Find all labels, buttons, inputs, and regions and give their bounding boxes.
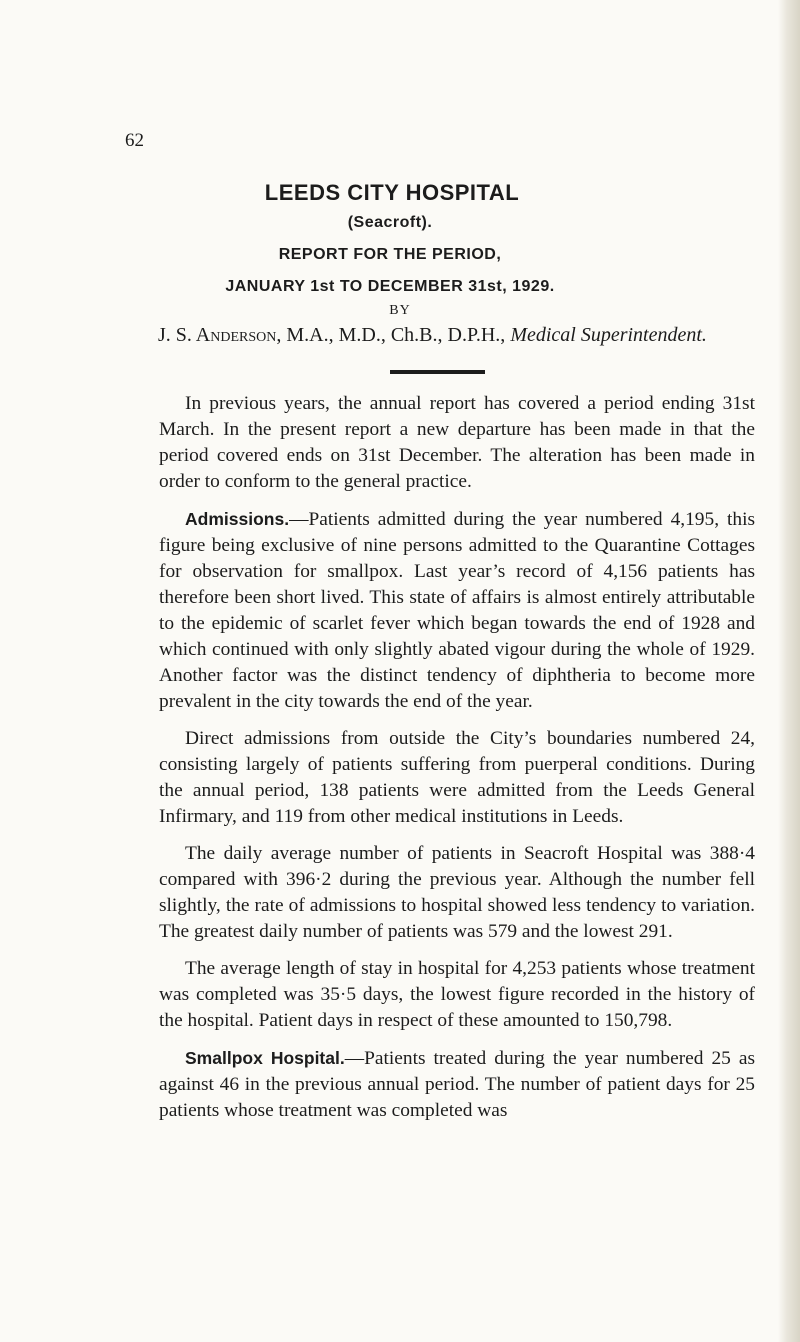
paragraph-text: The daily average number of patients in Seacroft Hospital was 388·4 compared with 396·2 during the previous year. Although the number fell slightly, the rate of admissions to hospital showed less tendency to variation. The greatest daily number of patients was 579 and the lowest 291. [159,843,755,942]
document-title: LEEDS CITY HOSPITAL [264,180,520,205]
paragraph-daily-average [159,841,755,945]
paragraph-lead: Smallpox Hospital. [185,1048,345,1068]
paragraph-admissions [159,506,755,715]
paragraph-lead: Admissions. [185,509,290,529]
paragraph-text: The average length of stay in hospital for 4,253 patients whose treatment was completed was 35·5 days, the lowest figure recorded in the history of the hospital. Patient days in respect of these amounted to 150,798. [159,958,755,1031]
report-date-range: JANUARY 1st TO DECEMBER 31st, 1929. [225,278,555,295]
paragraph-text: —Patients admitted during the year numbered 4,195, this figure being exclusive of nine persons admitted to the Quarantine Cottages for observation for smallpox. Last year’s record of 4,156 patients has therefore been short lived. This state of affairs is almost entirely attributable to the epidemic of scarlet fever which began towards the end of 1928 and which continued with only slightly abated vigour during the whole of 1929. Another factor was the distinct tendency of diphtheria to become more prevalent in the city towards the end of the year. [159,509,755,712]
paragraph-direct-admissions [159,726,755,830]
document-subtitle: (Seacroft). [347,214,433,231]
author-name: J. S. Anderson, [158,324,282,346]
section-divider [390,370,485,374]
paragraph-length-of-stay [159,956,755,1034]
author-role: Medical Superintendent. [510,324,707,346]
paragraph-intro [159,391,755,495]
page-number: 62 [125,130,144,151]
paragraph-smallpox [159,1045,755,1124]
report-period-line: REPORT FOR THE PERIOD, [278,246,502,263]
paragraph-text: —Patients treated during the year numbered 25 as against 46 in the previous annual period. The number of patient days for 25 patients whose treatment was completed was [159,1048,756,1121]
paragraph-text: Direct admissions from outside the City’s boundaries numbered 24, consisting largely of patients suffering from puerperal conditions. During the annual period, 138 patients were admitted from the Leeds General Infirmary, and 119 from other medical institutions in Leeds. [159,728,755,827]
author-degrees: M.A., M.D., Ch.B., D.P.H., [281,324,511,346]
paragraph-text: In previous years, the annual report has covered a period ending 31st March. In the present report a new departure has been made in that the period covered ends on 31st December. The alteration has been made in order to conform to the general practice. [159,393,755,492]
by-line: BY [389,303,411,318]
author-line [158,324,758,347]
report-body [159,391,755,1135]
